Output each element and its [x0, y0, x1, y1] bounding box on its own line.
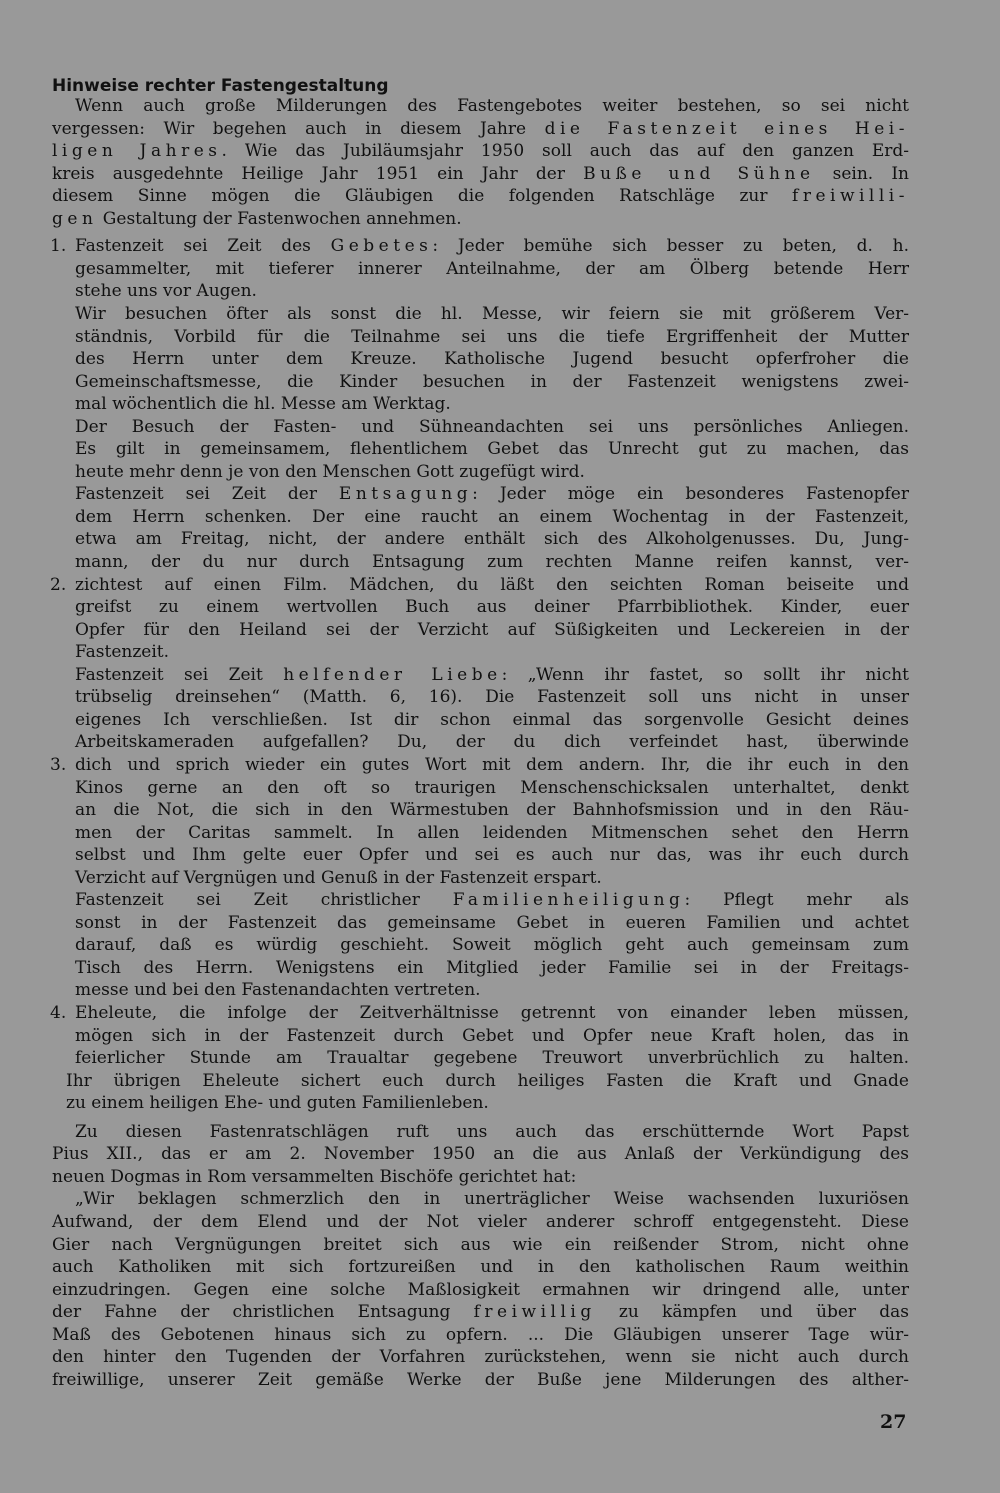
text-line: Maß des Gebotenen hinaus sich zu opfern. ... Die Gläubigen unserer Tage wür-	[52, 1324, 909, 1345]
text-line: auch Katholiken mit sich fortzureißen und in den katholischen Raum weithin	[52, 1257, 909, 1278]
text-line: feierlicher Stunde am Traualtar gegebene Treuwort unverbrüchlich zu halten.	[75, 1048, 909, 1069]
text-line: einzudringen. Gegen eine solche Maßlosigkeit ermahnen wir dringend alle, unter	[52, 1279, 909, 1300]
text-line: neuen Dogmas in Rom versammelten Bischöfe gerichtet hat:	[52, 1166, 577, 1187]
text-line: Der Besuch der Fasten- und Sühneandachten sei uns persönliches Anliegen.	[75, 416, 909, 437]
text-line: Fastenzeit sei Zeit des Gebetes: Jeder bemühe sich besser zu beten, d. h.	[75, 236, 909, 257]
list-number: 2.	[50, 574, 67, 595]
text-line: Aufwand, der dem Elend und der Not vieler anderer schroff entgegensteht. Diese	[52, 1211, 909, 1232]
text-line: gesammelter, mit tieferer innerer Anteilnahme, der am Ölberg betende Herr	[75, 258, 909, 279]
text-line: zu einem heiligen Ehe- und guten Familienleben.	[66, 1093, 489, 1114]
text-line: dich und sprich wieder ein gutes Wort mit dem andern. Ihr, die ihr euch in den	[75, 754, 909, 775]
text-line: an die Not, die sich in den Wärmestuben der Bahnhofsmission und in den Räu-	[75, 800, 909, 821]
text-line: Fastenzeit sei Zeit christlicher Familienheiligung: Pflegt mehr als	[75, 890, 909, 911]
page-number: 27	[880, 1411, 907, 1433]
text-line: eigenes Ich verschließen. Ist dir schon einmal das sorgenvolle Gesicht deines	[75, 709, 909, 730]
text-line: men der Caritas sammelt. In allen leidenden Mitmenschen sehet den Herrn	[75, 822, 909, 843]
text-line: diesem Sinne mögen die Gläubigen die folgenden Ratschläge zur freiwilli-	[52, 186, 909, 207]
text-line: Pius XII., das er am 2. November 1950 an die aus Anlaß der Verkündigung des	[52, 1144, 909, 1165]
text-line: kreis ausgedehnte Heilige Jahr 1951 ein Jahr der Buße und Sühne sein. In	[52, 163, 909, 184]
text-line: Opfer für den Heiland sei der Verzicht auf Süßigkeiten und Leckereien in der	[75, 619, 909, 640]
text-line: mann, der du nur durch Entsagung zum rechten Manne reifen kannst, ver-	[75, 552, 909, 572]
text-line: Ihr übrigen Eheleute sichert euch durch heiliges Fasten die Kraft und Gnade	[66, 1070, 909, 1091]
text-line: ständnis, Vorbild für die Teilnahme sei uns die tiefe Ergriffenheit der Mutter	[75, 326, 909, 347]
text-line: mögen sich in der Fastenzeit durch Gebet und Opfer neue Kraft holen, das in	[75, 1025, 909, 1046]
text-line: des Herrn unter dem Kreuze. Katholische Jugend besucht opferfroher die	[75, 349, 909, 370]
text-line: Wir besuchen öfter als sonst die hl. Messe, wir feiern sie mit größerem Ver-	[75, 303, 909, 324]
text-line: etwa am Freitag, nicht, der andere enthält sich des Alkoholgenusses. Du, Jung-	[75, 529, 909, 550]
text-line: ligen Jahres. Wie das Jubiläumsjahr 1950 soll auch das auf den ganzen Erd-	[52, 141, 910, 162]
text-line: zichtest auf einen Film. Mädchen, du läßt den seichten Roman beiseite und	[75, 574, 909, 595]
spaced-emphasis: Entsagung	[338, 484, 473, 505]
text-line: stehe uns vor Augen.	[75, 281, 257, 302]
list-number: 1.	[50, 236, 67, 257]
text-line: vergessen: Wir begehen auch in diesem Jahre die Fastenzeit eines Hei-	[52, 118, 909, 139]
text-line: den hinter den Tugenden der Vorfahren zurückstehen, wenn sie nicht auch durch	[52, 1347, 909, 1368]
text-line: heute mehr denn je von den Menschen Gott zugefügt wird.	[75, 461, 585, 482]
text-line: Fastenzeit sei Zeit der Entsagung: Jeder möge ein besonderes Fastenopfer	[75, 484, 909, 505]
text-line: Es gilt in gemeinsamem, flehentlichem Gebet das Unrecht gut zu machen, das	[75, 439, 909, 460]
spaced-emphasis: Gebetes	[330, 236, 433, 257]
spaced-emphasis: Familienheiligung	[452, 890, 685, 911]
text-line: Wenn auch große Milderungen des Fastengebotes weiter bestehen, so sei nicht	[75, 96, 909, 116]
text-line: greifst zu einem wertvollen Buch aus deiner Pfarrbibliothek. Kinder, euer	[75, 597, 909, 618]
text-line: mal wöchentlich die hl. Messe am Werktag.	[75, 394, 451, 415]
text-line: Zu diesen Fastenratschlägen ruft uns auch das erschütternde Wort Papst	[75, 1121, 909, 1142]
text-line: trübselig dreinsehen“ (Matth. 6, 16). Die Fastenzeit soll uns nicht in unser	[75, 687, 909, 708]
spaced-emphasis: freiwillig	[473, 1302, 596, 1323]
text-line: Arbeitskameraden aufgefallen? Du, der du dich verfeindet hast, überwinde	[75, 732, 909, 753]
text-line: der Fahne der christlichen Entsagung freiwillig zu kämpfen und über das	[52, 1302, 909, 1323]
spaced-emphasis: Buße und Sühne	[583, 163, 815, 184]
spaced-emphasis: ligen Jahres	[52, 141, 222, 162]
text-line: gen Gestaltung der Fastenwochen annehmen.	[52, 208, 462, 229]
text-line: freiwillige, unserer Zeit gemäße Werke der Buße jene Milderungen des alther-	[52, 1369, 909, 1390]
text-line: dem Herrn schenken. Der eine raucht an einem Wochentag in der Fastenzeit,	[75, 506, 909, 527]
spaced-emphasis: die Fastenzeit eines Hei-	[544, 118, 909, 139]
spaced-emphasis: freiwilli-	[792, 186, 909, 207]
spaced-emphasis: helfender Liebe	[283, 664, 502, 685]
list-number: 3.	[50, 754, 67, 775]
spaced-emphasis: gen	[52, 208, 98, 229]
text-line: darauf, daß es würdig geschieht. Soweit möglich geht auch gemeinsam zum	[75, 935, 909, 956]
list-number: 4.	[50, 1003, 67, 1023]
text-line: sonst in der Fastenzeit das gemeinsame Gebet in eueren Familien und achtet	[75, 912, 909, 933]
text-line: Fastenzeit sei Zeit helfender Liebe: „Wenn ihr fastet, so sollt ihr nicht	[75, 664, 910, 685]
text-line: Eheleute, die infolge der Zeitverhältnisse getrennt von einander leben müssen,	[75, 1003, 909, 1023]
text-line: selbst und Ihm gelte euer Opfer und sei es auch nur das, was ihr euch durch	[75, 845, 909, 866]
text-line: Verzicht auf Vergnügen und Genuß in der Fastenzeit erspart.	[75, 867, 602, 888]
text-line: „Wir beklagen schmerzlich den in unerträglicher Weise wachsenden luxuriösen	[75, 1189, 909, 1210]
text-line: messe und bei den Fastenandachten vertreten.	[75, 980, 481, 1001]
text-line: Gier nach Vergnügungen breitet sich aus wie ein reißender Strom, nicht ohne	[52, 1234, 909, 1255]
text-line: Gemeinschaftsmesse, die Kinder besuchen in der Fastenzeit wenigstens zwei-	[75, 371, 909, 392]
text-line: Kinos gerne an den oft so traurigen Menschenschicksalen unterhaltet, denkt	[75, 777, 909, 798]
text-line: Fastenzeit.	[75, 642, 170, 663]
section-heading: Hinweise rechter Fastengestaltung	[52, 76, 389, 96]
text-line: Tisch des Herrn. Wenigstens ein Mitglied jeder Familie sei in der Freitags-	[75, 957, 909, 978]
